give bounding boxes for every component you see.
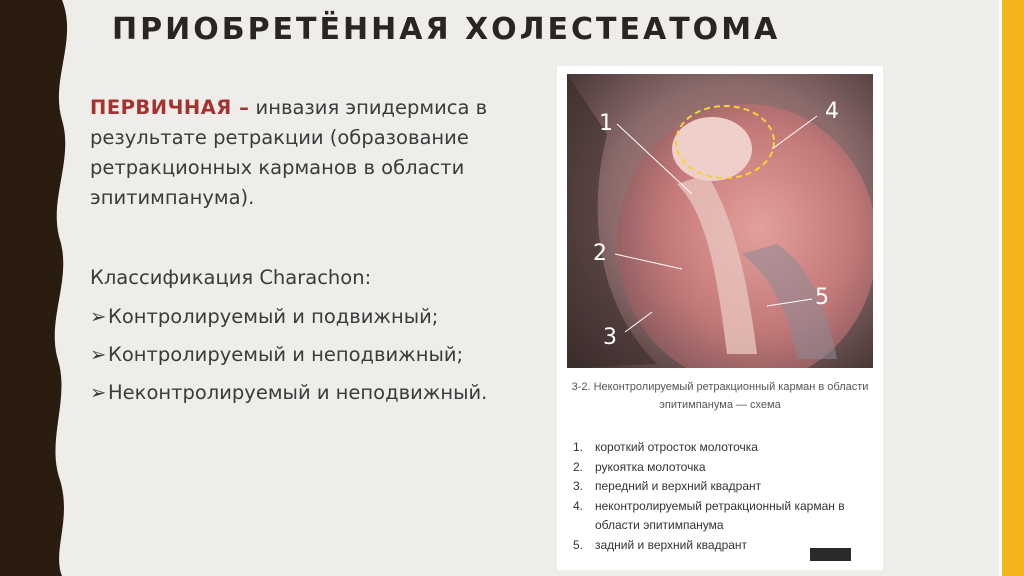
right-decorative-band	[1002, 0, 1024, 576]
legend-number: 5.	[573, 537, 584, 552]
legend-number: 1.	[573, 440, 584, 454]
left-decorative-band	[0, 0, 80, 576]
legend-text: рукоятка молоточка	[595, 459, 706, 474]
legend-text: короткий отросток молоточка	[595, 440, 758, 454]
list-item-text: Неконтролируемый и неподвижный.	[108, 381, 488, 404]
slide-title: ПРИОБРЕТЁННАЯ ХОЛЕСТЕАТОМА	[112, 12, 781, 47]
legend-number: 3.	[573, 479, 584, 493]
arrow-bullet-icon: ➢	[90, 343, 107, 366]
legend-text: неконтролируемый ретракционный карман в области эпитимпанума	[595, 498, 845, 532]
legend-item	[573, 438, 873, 458]
figure-caption: 3-2. Неконтролируемый ретракционный карман в области эпитимпанума — схема	[571, 381, 869, 411]
list-item-text: Контролируемый и неподвижный;	[108, 343, 464, 366]
photo-label-2: 2	[593, 241, 607, 266]
legend-number: 2.	[573, 459, 584, 474]
classification-title: Классификация Charachon:	[90, 266, 372, 289]
legend-item	[573, 458, 873, 478]
primary-definition	[90, 93, 560, 213]
arrow-bullet-icon: ➢	[90, 305, 107, 328]
classification-list	[90, 302, 560, 416]
figure-legend	[573, 438, 873, 555]
otoscopy-photo	[567, 74, 873, 368]
figure-panel	[557, 66, 883, 570]
legend-number: 4.	[573, 498, 584, 513]
primary-text: инвазия эпидермиса в результате ретракции (образование ретракционных карманов в области эпитимпанума).	[90, 96, 488, 209]
legend-text: задний и верхний квадрант	[595, 537, 748, 552]
list-item	[90, 340, 560, 370]
list-item	[90, 378, 560, 408]
redaction-box	[810, 548, 851, 561]
photo-label-1: 1	[599, 111, 613, 136]
primary-label: ПЕРВИЧНАЯ –	[90, 96, 250, 119]
arrow-bullet-icon: ➢	[90, 381, 107, 404]
list-item	[90, 302, 560, 332]
legend-text: передний и верхний квадрант	[595, 479, 762, 493]
photo-label-5: 5	[815, 285, 829, 310]
legend-item	[573, 477, 873, 497]
legend-item	[573, 497, 873, 536]
photo-label-3: 3	[603, 325, 617, 350]
photo-label-4: 4	[825, 99, 839, 124]
list-item-text: Контролируемый и подвижный;	[108, 305, 439, 328]
